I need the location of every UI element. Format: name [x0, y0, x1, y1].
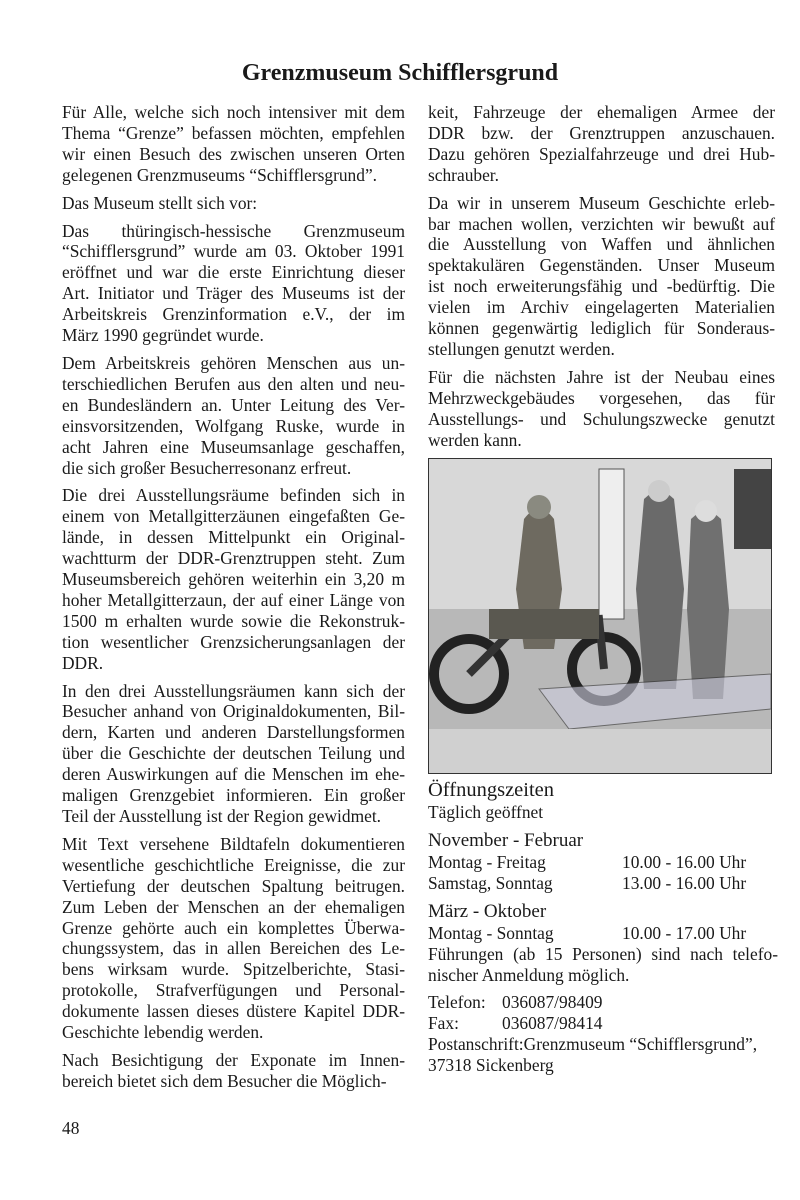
- hours-row: [428, 923, 778, 944]
- phone-number: 036087/98409: [502, 992, 603, 1013]
- text-line: Grenze gehörte auch ein komplettes Überwa-: [62, 917, 405, 938]
- hours-time: 10.00 - 16.00 Uhr: [622, 851, 747, 872]
- hours-days: Montag - Freitag: [428, 851, 546, 872]
- paragraph: [62, 681, 405, 827]
- phone-label: Telefon:: [428, 992, 486, 1013]
- text-line: bens wirksam wurde. Spitzelberichte, Stasi-: [62, 959, 405, 980]
- text-line: Ausstellungs- und Schulungszwecke genutzt: [428, 408, 775, 429]
- tours-note-line: nischer Anmeldung möglich.: [428, 964, 630, 985]
- text-line: über die Geschichte der deutschen Teilung und: [62, 743, 405, 764]
- text-line: Mit Text versehene Bildtafeln dokumentieren: [62, 833, 405, 854]
- text-line: lände, in dessen Mittelpunkt ein Original-: [62, 527, 405, 548]
- winter-season-title: November - Februar: [428, 829, 584, 851]
- text-line: wachtturm der DDR-Grenztruppen steht. Zum: [62, 548, 405, 569]
- text-line: 1500 m erhalten wurde sowie die Rekonstruk-: [62, 610, 405, 631]
- text-line: gelegenen Grenzmuseums “Schifflersgrund”.: [62, 164, 378, 185]
- text-line: acht Jahren eine Museumsanlage geschaffen,: [62, 436, 405, 457]
- text-line: Geschichte lebendig werden.: [62, 1022, 264, 1043]
- hours-time: 13.00 - 16.00 Uhr: [622, 872, 747, 893]
- text-line: Thema “Grenze” befassen möchten, empfehlen: [62, 122, 405, 143]
- daily-open-text: Täglich geöffnet: [428, 802, 544, 822]
- paragraph: [62, 102, 405, 186]
- text-line: Zum Leben der Menschen an der ehemaligen: [62, 896, 405, 917]
- paragraph: [62, 485, 405, 673]
- text-line: DDR.: [62, 652, 104, 673]
- paragraph: [62, 1050, 405, 1092]
- hours-time: 10.00 - 17.00 Uhr: [622, 922, 747, 943]
- text-line: spektakulären Gegenständen. Unser Museum: [428, 255, 775, 276]
- hours-row: [428, 852, 778, 873]
- text-line: chungssystem, das in allen Bereichen des Le-: [62, 938, 405, 959]
- paragraph: [62, 193, 405, 214]
- paragraph: [428, 367, 775, 451]
- text-line: Dazu gehören Spezialfahrzeuge und drei Hub-: [428, 143, 775, 164]
- text-line: Art. Initiator und Träger des Museums ist der: [62, 283, 405, 304]
- text-line: März 1990 gegründet wurde.: [62, 325, 264, 346]
- text-line: Nach Besichtigung der Exponate im Innen-: [62, 1049, 405, 1070]
- text-line: Teil der Ausstellung ist der Region gewidmet.: [62, 806, 382, 826]
- summer-season-title: März - Oktober: [428, 900, 547, 922]
- text-line: Da wir in unserem Museum Geschichte erleb-: [428, 192, 775, 213]
- hours-row: [428, 873, 778, 894]
- phone-row: [428, 992, 778, 1013]
- text-line: maligen Grenzgebiet informieren. Ein großer: [62, 785, 405, 806]
- hours-days: Montag - Sonntag: [428, 922, 554, 943]
- left-column: [62, 102, 405, 1099]
- text-line: vielen im Archiv eingelagerten Materialien: [428, 297, 775, 318]
- text-line: Arbeitskreis Grenzinformation e.V., der im: [62, 304, 405, 325]
- text-line: Mehrzweckgebäudes vorgesehen, das für: [428, 387, 775, 408]
- text-line: stellungen genutzt werden.: [428, 338, 615, 359]
- text-line: Für die nächsten Jahre ist der Neubau eines: [428, 366, 775, 387]
- tours-note-line: Führungen (ab 15 Personen) sind nach telefo-: [428, 943, 778, 964]
- text-line: schrauber.: [428, 164, 499, 185]
- text-line: Dem Arbeitskreis gehören Menschen aus un-: [62, 352, 405, 373]
- text-line: Museumsbereich gehören weiterhin ein 3,20 m: [62, 569, 405, 590]
- text-line: Das Museum stellt sich vor:: [62, 192, 258, 213]
- fax-number: 036087/98414: [502, 1013, 603, 1034]
- text-line: “Schifflersgrund” wurde am 03. Oktober 1991: [62, 241, 405, 262]
- text-line: eröffnet und war die erste Einrichtung dieser: [62, 262, 405, 283]
- paragraph: [62, 353, 405, 478]
- museum-exhibit-photo: [428, 458, 772, 774]
- text-line: DDR bzw. der Grenztruppen anzuschauen.: [428, 122, 775, 143]
- fax-label: Fax:: [428, 1013, 459, 1034]
- text-line: protokolle, Strafverfügungen und Personal-: [62, 980, 405, 1001]
- text-line: In den drei Ausstellungsräumen kann sich der: [62, 680, 405, 701]
- text-line: dern, Karten und anderen Darstellungsformen: [62, 722, 405, 743]
- opening-hours-heading: Öffnungszeiten: [428, 779, 555, 801]
- text-line: deren Auswirkungen auf die Menschen im ehe-: [62, 764, 405, 785]
- fax-row: [428, 1013, 778, 1034]
- paragraph: [62, 221, 405, 346]
- text-line: Besucher anhand von Originaldokumenten, Bil-: [62, 701, 405, 722]
- paragraph: [428, 193, 775, 360]
- text-line: keit, Fahrzeuge der ehemaligen Armee der: [428, 102, 775, 122]
- text-line: bar machen wollen, verzichten wir bewußt auf: [428, 213, 775, 234]
- text-line: ist noch erweiterungsfähig und -bedürftig. Die: [428, 276, 775, 297]
- text-line: können gegenwärtig lediglich für Sonderaus-: [428, 318, 775, 339]
- paragraph: [428, 102, 775, 186]
- text-line: Für Alle, welche sich noch intensiver mit dem: [62, 102, 405, 122]
- text-line: bereich bietet sich dem Besucher die Möglich-: [62, 1070, 387, 1091]
- paragraph: [62, 834, 405, 1043]
- text-line: wir einen Besuch des zwischen unseren Orten: [62, 143, 405, 164]
- text-line: einem von Metallgitterzäunen eingefaßten Ge-: [62, 506, 405, 527]
- page-number: 48: [62, 1118, 80, 1138]
- text-line: Das thüringisch-hessische Grenzmuseum: [62, 220, 405, 241]
- text-line: hoher Metallgitterzaun, der auf einer Länge von: [62, 589, 405, 610]
- text-line: Die drei Ausstellungsräume befinden sich in: [62, 485, 405, 506]
- text-line: Vertiefung der deutschen Spaltung beitrugen.: [62, 875, 405, 896]
- text-line: die Ausstellung von Waffen und ähnlichen: [428, 234, 775, 255]
- opening-hours: [428, 778, 778, 1076]
- right-column: [428, 102, 775, 458]
- text-line: terschiedlichen Berufen aus den alten und neu-: [62, 373, 405, 394]
- address-line: 37318 Sickenberg: [428, 1055, 554, 1076]
- hours-days: Samstag, Sonntag: [428, 872, 553, 893]
- text-line: einsvorsitzenden, Wolfgang Ruske, wurde in: [62, 415, 405, 436]
- text-line: die sich großer Besucherresonanz erfreut.: [62, 457, 352, 478]
- page-title: Grenzmuseum Schifflersgrund: [241, 60, 559, 86]
- address-line: Postanschrift:Grenzmuseum “Schifflersgrund”,: [428, 1034, 758, 1055]
- text-line: werden kann.: [428, 429, 522, 450]
- text-line: en Bundesländern an. Unter Leitung des Ver-: [62, 394, 405, 415]
- text-line: tion wesentlicher Grenzsicherungsanlagen der: [62, 631, 405, 652]
- text-line: wesentliche geschichtliche Ereignisse, die zur: [62, 854, 405, 875]
- text-line: dokumente lassen dieses düstere Kapitel DDR-: [62, 1001, 405, 1022]
